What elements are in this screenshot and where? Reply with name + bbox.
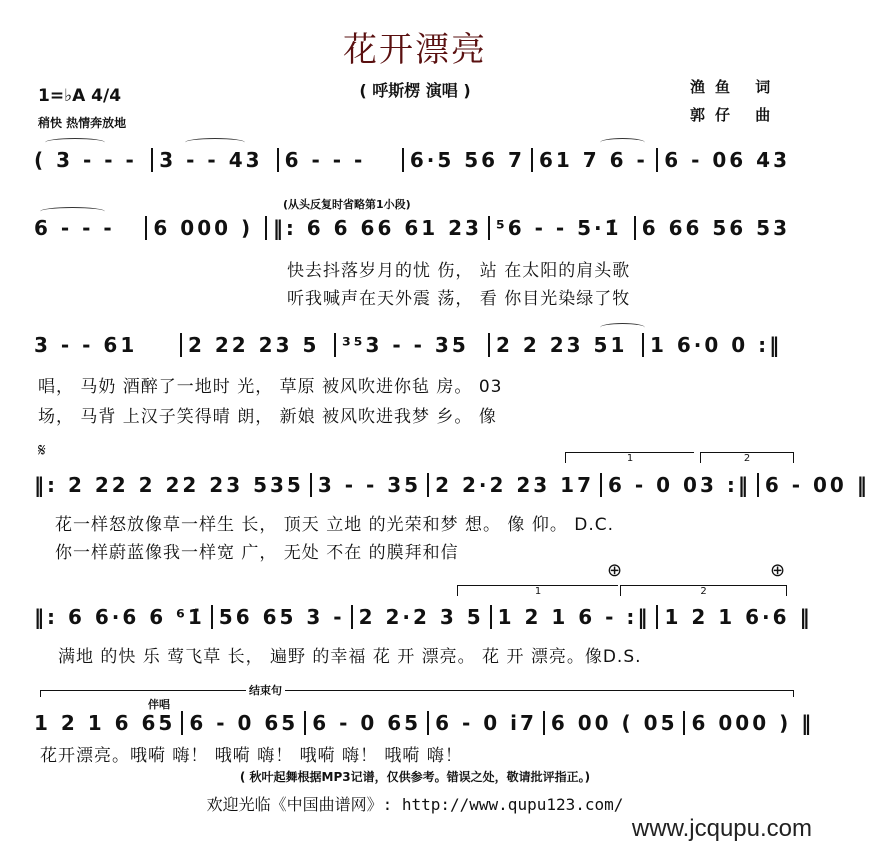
staff-row-5	[28, 602, 813, 632]
volta-label: 2	[743, 453, 751, 464]
measure: 6·5 56 7	[402, 148, 531, 172]
measure: 6 - 00 ‖	[757, 473, 876, 497]
lyrics-line: 唱， 马奶 酒醉了一地时 光， 草原 被风吹进你毡 房。 03	[38, 377, 503, 397]
volta-1	[457, 585, 618, 596]
measure: 6 - 0 65	[304, 711, 427, 735]
lyrics-line: 满地 的快 乐 莺飞草 长， 遍野 的幸福 花 开 漂亮。 花 开 漂亮。像D.S.	[58, 647, 642, 667]
measure: ‖: 6 6·6 6 ⁶1̇	[34, 605, 205, 629]
measure: 2 2 23 51	[488, 333, 642, 357]
measure: ‖: 2 22 2 22 23 535	[34, 473, 304, 497]
staff-row-2	[28, 213, 796, 243]
ending-label: 结束句	[246, 682, 285, 698]
measure: 6 000 ) ‖	[683, 711, 820, 735]
measure: 6 00 ( 05	[543, 711, 684, 735]
coda-icon: ⊕	[770, 560, 786, 581]
measure: ‖: 6 6 66 61 23	[265, 216, 488, 240]
measure: 56 65 3 -	[211, 605, 351, 629]
lyrics-line: 花开漂亮。哦嗬 嗨！ 哦嗬 嗨！ 哦嗬 嗨！ 哦嗬 嗨！	[40, 746, 463, 766]
tempo-marking: 稍快 热情奔放地	[38, 116, 127, 130]
lyrics-line: 快去抖落岁月的忧 伤， 站 在太阳的肩头歌	[287, 261, 631, 281]
volta-label: 1	[534, 586, 542, 597]
measure: 6 - 0 03 :‖	[600, 473, 757, 497]
volta-2	[620, 585, 787, 596]
measure: 2 2·2 3 5	[351, 605, 490, 629]
transcription-note: ( 秋叶起舞根据MP3记谱，仅供参考。错误之处，敬请批评指正。)	[239, 770, 591, 784]
repeat-note: (从头反复时省略第1小段)	[283, 198, 411, 211]
song-title: 花开漂亮	[343, 30, 487, 70]
volta-label: 2	[700, 586, 707, 597]
measure: 3 - - 61	[34, 333, 138, 357]
measure: ³⁵3 - - 35	[334, 333, 488, 357]
measure: 6 66 56 53	[634, 216, 796, 240]
watermark: www.jcqupu.com	[631, 815, 812, 842]
measure: 61 7 6 -	[531, 148, 656, 172]
measure: 6 - 0 i7	[427, 711, 543, 735]
staff-row-4	[28, 470, 870, 500]
staff-row-3	[28, 330, 796, 360]
measure: 6 - 06 43	[656, 148, 796, 172]
measure: ( 3 - - -	[34, 148, 137, 172]
measure: 1 2 1 6·6 ‖	[656, 605, 818, 629]
measure: 3 - - 35	[310, 473, 427, 497]
measure: 1 6·0 0 :‖	[642, 333, 796, 357]
measure: 6 - 0 65	[181, 711, 304, 735]
staff-row-1	[28, 145, 796, 175]
chorus-label: 伴唱	[148, 698, 170, 711]
measure: 6 - - -	[277, 148, 402, 172]
measure: 3 - - 43	[151, 148, 276, 172]
lyrics-line: 听我喊声在天外震 荡， 看 你目光染绿了牧	[287, 289, 631, 309]
volta-label: 1	[626, 453, 634, 464]
measure: 1 2 1 6 - :‖	[490, 605, 657, 629]
lyrics-line: 花一样怒放像草一样生 长， 顶天 立地 的光荣和梦 想。 像 仰。 D.C.	[55, 515, 614, 535]
measure: 1 2 1 6 65	[34, 711, 176, 735]
measure: 6 000 )	[145, 216, 264, 240]
measure: 6 - - -	[34, 216, 115, 240]
lyricist: 渔鱼 词	[690, 78, 781, 96]
site-welcome: 欢迎光临《中国曲谱网》: http://www.qupu123.com/	[206, 795, 624, 814]
volta-2	[700, 452, 794, 463]
volta-1	[565, 452, 694, 463]
key-signature: 1=♭A 4/4	[38, 86, 122, 106]
singer: ( 呼斯楞 演唱 )	[359, 81, 471, 100]
measure: ⁵6 - - 5·1̇	[488, 216, 634, 240]
measure: 2 2·2 23 17	[427, 473, 600, 497]
segno-icon: 𝄋	[38, 440, 46, 461]
measure: 2 22 23 5	[180, 333, 334, 357]
coda-icon: ⊕	[607, 560, 623, 581]
staff-row-6	[28, 708, 815, 738]
lyrics-line: 场， 马背 上汉子笑得晴 朗， 新娘 被风吹进我梦 乡。 像	[38, 407, 497, 427]
lyrics-line: 你一样蔚蓝像我一样宽 广， 无处 不在 的膜拜和信	[55, 543, 459, 563]
composer: 郭仔 曲	[690, 106, 781, 124]
